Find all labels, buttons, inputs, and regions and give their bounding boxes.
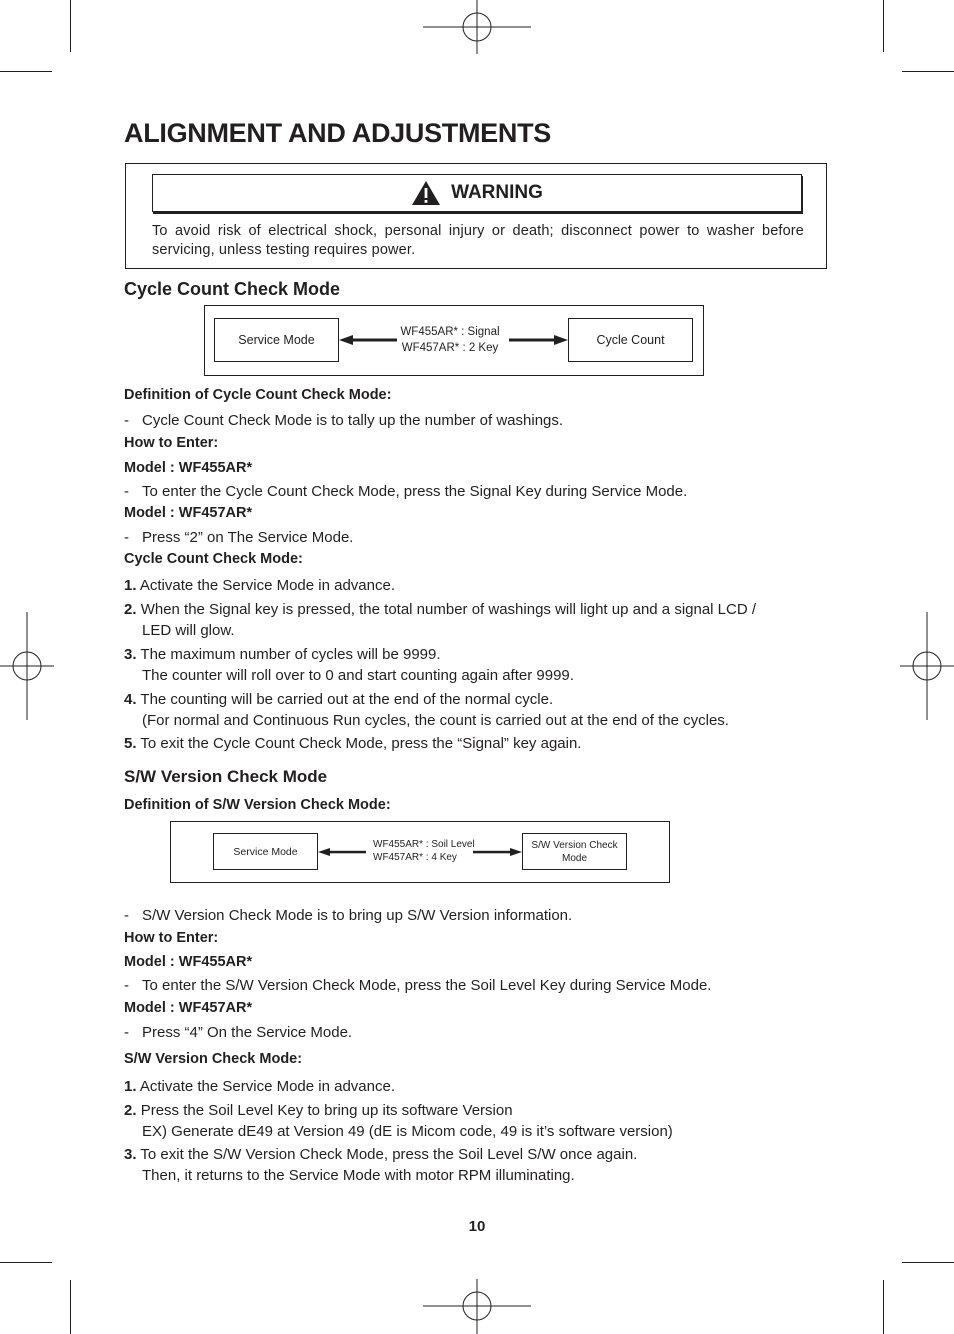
sw-diagram-key-labels [373,838,483,864]
sw-model1-text: - To enter the S/W Version Check Mode, press the Soil Level Key during Service Mode. [124,977,712,994]
cycle-definition-text: - Cycle Count Check Mode is to tally up the number of washings. [124,412,564,429]
diagram-key-label-2: WF457AR* : 2 Key [401,342,499,354]
sw-step-2-cont: EX) Generate dE49 at Version 49 (dE is Micom code, 49 is it’s software version) [142,1123,673,1140]
sw-diagram-key-label-2: WF457AR* : 4 Key [373,852,457,863]
diagram-service-mode-box: Service Mode [214,318,339,362]
warning-triangle-icon [411,180,441,206]
sw-step-1: 1. Activate the Service Mode in advance. [124,1078,395,1095]
cycle-step-1: 1. Activate the Service Mode in advance. [124,577,395,594]
cycle-step-3: 3. The maximum number of cycles will be 9999. [124,646,441,663]
cycle-model1-text: - To enter the Cycle Count Check Mode, press the Signal Key during Service Mode. [124,483,688,500]
sw-version-diagram [170,821,670,883]
warning-text: To avoid risk of electrical shock, personal injury or death; disconnect power to washer before servicing, unless testing requires power. [152,223,804,258]
cycle-count-heading: Cycle Count Check Mode [124,279,341,299]
sw-diagram-version-label-1: S/W Version Check [531,839,618,851]
page-number: 10 [468,1218,486,1235]
diagram-key-labels [385,324,515,356]
cycle-step-2: 2. When the Signal key is pressed, the total number of washings will light up and a signal LCD / [124,601,757,618]
sw-definition-text: - S/W Version Check Mode is to bring up S/W Version information. [124,907,573,924]
registration-mark-bottom [423,1279,531,1334]
sw-diagram-version-label-2: Mode [561,852,587,864]
cycle-model2-text: - Press “2” on The Service Mode. [124,529,354,546]
registration-mark-top [423,0,531,56]
sw-step-3: 3. To exit the S/W Version Check Mode, press the Soil Level S/W once again. [124,1146,638,1163]
cycle-count-diagram [204,305,704,376]
cycle-definition-heading: Definition of Cycle Count Check Mode: [124,387,392,403]
sw-model2-text: - Press “4” On the Service Mode. [124,1024,353,1041]
cycle-step-5: 5. To exit the Cycle Count Check Mode, press the “Signal” key again. [124,735,582,752]
registration-mark-left [0,612,56,720]
sw-step-3-cont: Then, it returns to the Service Mode with motor RPM illuminating. [142,1167,575,1184]
cycle-model1-label: Model : WF455AR* [124,460,253,476]
sw-how-to-enter: How to Enter: [124,930,219,946]
sw-mode-heading: S/W Version Check Mode: [124,1051,303,1067]
sw-step-2: 2. Press the Soil Level Key to bring up its software Version [124,1102,513,1119]
cycle-step-3-cont: The counter will roll over to 0 and start counting again after 9999. [142,667,574,684]
cycle-model2-label: Model : WF457AR* [124,505,253,521]
sw-diagram-version-box [522,833,627,870]
cycle-step-4: 4. The counting will be carried out at the end of the normal cycle. [124,691,554,708]
sw-diagram-key-label-1: WF455AR* : Soil Level [373,839,475,850]
warning-header [152,174,802,212]
sw-model2-label: Model : WF457AR* [124,1000,253,1016]
cycle-step-4-cont: (For normal and Continuous Run cycles, the count is carried out at the end of the cycles. [142,712,729,729]
sw-definition-heading: Definition of S/W Version Check Mode: [124,797,391,813]
warning-label: WARNING [451,182,543,203]
sw-model1-label: Model : WF455AR* [124,954,253,970]
sw-version-heading: S/W Version Check Mode [124,767,328,786]
page-title: ALIGNMENT AND ADJUSTMENTS [124,118,551,148]
cycle-step-2-cont: LED will glow. [142,622,235,639]
registration-mark-right [898,612,954,720]
cycle-how-to-enter: How to Enter: [124,435,219,451]
sw-diagram-service-mode-box: Service Mode [213,833,318,870]
diagram-cycle-count-box: Cycle Count [568,318,693,362]
diagram-key-label-1: WF455AR* : Signal [400,326,500,338]
warning-box [125,163,827,269]
cycle-mode-heading: Cycle Count Check Mode: [124,551,303,567]
